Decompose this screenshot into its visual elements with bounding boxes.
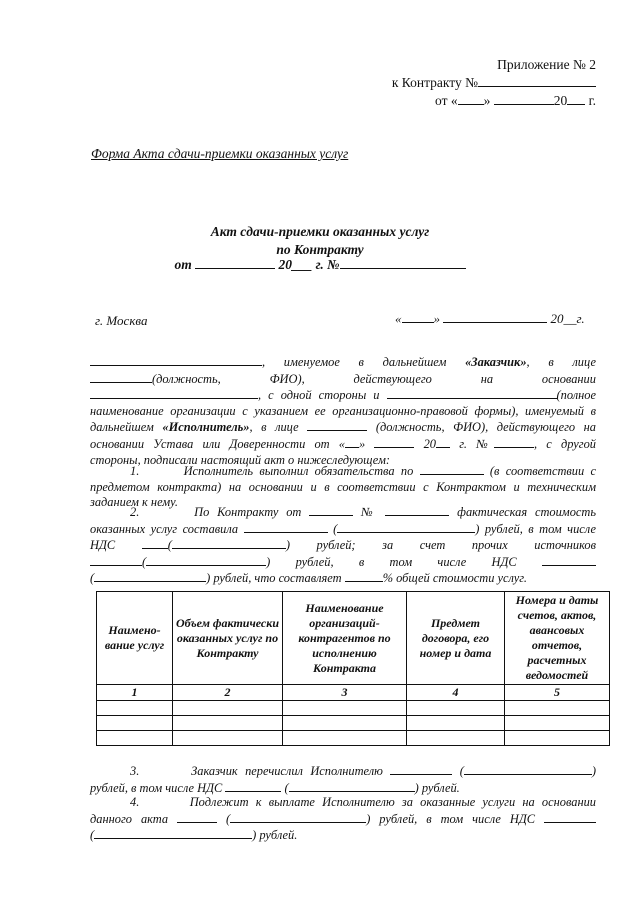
item2-cost-words-field[interactable]	[337, 521, 475, 533]
text: ) рублей, в том числе НДС	[366, 811, 536, 826]
text: дальнейшем	[90, 420, 154, 435]
item2-other-vat-field[interactable]	[542, 554, 596, 566]
text: на	[480, 371, 494, 386]
text: оказанных услуг составила	[90, 521, 239, 536]
text: рублей,	[295, 554, 334, 569]
contract-number-line	[392, 73, 596, 92]
text: Заказчик перечислил Исполнителю	[191, 764, 383, 778]
services-table	[96, 591, 610, 746]
preamble	[90, 354, 596, 468]
preamble-line7: стороны, подписали настоящий акт о нижеследующем:	[90, 452, 390, 467]
contractor-position-field[interactable]	[307, 419, 367, 431]
text: , в лице	[249, 420, 299, 435]
item4-vat-field[interactable]	[544, 811, 596, 823]
text: Подлежит к выплате Исполнителю за оказанные услуги на основании	[189, 795, 596, 809]
contract-year-field[interactable]	[567, 93, 585, 105]
item2-line5	[90, 570, 596, 587]
text: дальнейшем	[382, 355, 447, 369]
table-cell[interactable]	[173, 716, 283, 731]
preamble-line4: наименование организации с указанием ее организационно-правовой формы), именуемый в	[90, 403, 596, 418]
appendix-label: Приложение № 2	[497, 57, 596, 72]
column-number: 2	[173, 685, 283, 701]
text: )	[591, 764, 596, 778]
table-cell[interactable]	[407, 731, 505, 746]
item4-amount-words-field[interactable]	[230, 811, 366, 823]
text: ФИО),	[269, 371, 305, 386]
item4-line2	[90, 811, 596, 828]
item2-vat-field[interactable]	[142, 537, 168, 549]
customer-position-field[interactable]	[90, 371, 152, 383]
table-cell[interactable]	[97, 701, 173, 716]
column-header: Предмет договора, его номер и дата	[407, 592, 505, 685]
text: , с одной стороны и	[258, 388, 380, 403]
item3-line1	[90, 763, 596, 780]
item1-line3: заданием к нему.	[90, 495, 178, 510]
item1-line2: предметом контракта) на основании и в соответствии с Контрактом и техническим	[90, 479, 596, 494]
item-number: 4.	[130, 795, 140, 809]
text: действующего	[353, 371, 432, 386]
text: (	[459, 764, 464, 778]
column-header: Наимено-вание услуг	[97, 592, 173, 685]
preamble-line6	[90, 436, 596, 453]
table-cell[interactable]	[97, 716, 173, 731]
text: рублей;	[316, 538, 356, 553]
text: основании	[541, 371, 596, 386]
text: ) рублей.	[252, 828, 298, 843]
text: источников	[534, 538, 596, 553]
place-city: г. Москва	[95, 313, 148, 328]
item-number: 2.	[130, 505, 140, 519]
table-header-row	[97, 592, 610, 685]
column-number: 5	[505, 685, 610, 701]
column-header: Объем фактически оказанных услуг по Контракту	[173, 592, 283, 685]
act-title-line2: по Контракту	[276, 242, 364, 257]
item1-subject-field[interactable]	[420, 463, 484, 475]
customer-name-field[interactable]	[90, 354, 262, 366]
table-cell[interactable]	[173, 701, 283, 716]
customer-basis-field[interactable]	[90, 387, 258, 399]
item3-vat-field[interactable]	[225, 780, 281, 792]
table-cell[interactable]	[505, 731, 610, 746]
text: г. №	[459, 436, 494, 451]
text: №	[361, 505, 378, 519]
item2-percent-field[interactable]	[345, 570, 383, 582]
item2-other-sources-words-field[interactable]	[146, 554, 266, 566]
column-number: 4	[407, 685, 505, 701]
text: в	[358, 355, 364, 369]
column-header: Наименование организаций-контрагентов по исполнению Контракта	[283, 592, 407, 685]
power-of-attorney-year-field[interactable]	[436, 436, 450, 448]
item2-contract-number-field[interactable]	[385, 504, 449, 516]
text: ) рублей.	[414, 780, 460, 795]
text: именуемое	[283, 355, 340, 369]
text: (должность,	[152, 371, 221, 386]
item-4	[90, 795, 596, 844]
text: лице	[572, 355, 596, 369]
text: )	[266, 554, 271, 569]
item4-amount-field[interactable]	[177, 811, 217, 823]
table-cell[interactable]	[407, 716, 505, 731]
text: за	[382, 538, 394, 553]
table-row	[97, 731, 610, 746]
text: числе	[437, 554, 467, 569]
text: (	[284, 780, 289, 795]
item-3	[90, 763, 596, 796]
text: фактическая стоимость	[457, 505, 596, 519]
date-quote-close: »	[483, 93, 491, 108]
text: Исполнитель выполнил обязательства по	[183, 464, 414, 478]
contractor-name-field[interactable]	[387, 387, 557, 399]
item2-other-sources-field[interactable]	[90, 554, 142, 566]
table-number-row	[97, 685, 610, 701]
power-of-attorney-number-field[interactable]	[494, 436, 534, 448]
act-from-label: от	[174, 257, 192, 272]
text: ) рублей, в том числе	[475, 521, 596, 536]
text: (полное	[556, 388, 596, 403]
text: прочих	[471, 538, 508, 553]
contractor-term: «Исполнитель»	[162, 420, 250, 435]
table-cell[interactable]	[505, 701, 610, 716]
column-header: Номера и даты счетов, актов, авансовых отчетов, расчетных ведомостей	[505, 592, 610, 685]
item2-line2	[90, 521, 596, 538]
text: (должность, ФИО), действующего на	[375, 420, 596, 435]
item2-line4	[90, 554, 596, 571]
contract-number-field[interactable]	[478, 75, 596, 87]
item4-line3	[90, 827, 596, 844]
text: в	[548, 355, 554, 369]
power-of-attorney-day-field[interactable]	[345, 436, 359, 448]
item3-paid-words-field[interactable]	[464, 763, 592, 775]
text: основании Устава или Доверенности от «	[90, 436, 345, 451]
table-cell[interactable]	[407, 701, 505, 716]
text: (	[90, 828, 95, 843]
item2-cost-field[interactable]	[244, 521, 328, 533]
text: НДС	[90, 538, 116, 553]
column-number: 1	[97, 685, 173, 701]
text: ,	[526, 355, 530, 369]
text: % общей стоимости услуг.	[382, 571, 528, 586]
preamble-line5	[90, 419, 596, 436]
table-cell[interactable]	[97, 731, 173, 746]
table-cell[interactable]	[173, 731, 283, 746]
text: счет	[419, 538, 446, 553]
table-cell[interactable]	[505, 716, 610, 731]
contract-day-field[interactable]	[458, 93, 484, 105]
place-date-open: «	[395, 311, 402, 326]
item3-paid-field[interactable]	[390, 763, 452, 775]
contract-label: к Контракту №	[391, 75, 478, 90]
date-year-label: 20	[553, 93, 568, 108]
text: (	[90, 571, 95, 586]
text: , с другой	[533, 436, 596, 451]
item2-other-vat-words-field[interactable]	[94, 570, 206, 582]
item1-line1	[90, 463, 596, 480]
item4-line1	[90, 795, 596, 811]
text: (	[167, 538, 172, 553]
preamble-line1	[90, 354, 596, 371]
text: (	[142, 554, 147, 569]
item3-line2	[90, 780, 596, 797]
place-date-close: »	[433, 311, 440, 326]
item2-vat-words-field[interactable]	[172, 537, 286, 549]
place-date	[395, 311, 585, 327]
text: )	[285, 538, 290, 553]
table-cell[interactable]	[283, 731, 407, 746]
place-day-field[interactable]	[402, 311, 434, 323]
form-title: Форма Акта сдачи-приемки оказанных услуг	[91, 146, 349, 161]
text: ) рублей, что составляет	[206, 571, 342, 586]
act-number-field[interactable]	[340, 257, 466, 269]
place-month-field[interactable]	[443, 311, 547, 323]
table-row	[97, 701, 610, 716]
table-cell[interactable]	[283, 701, 407, 716]
text: НДС	[491, 554, 517, 569]
act-title-line3	[0, 255, 640, 274]
item2-contract-date-field[interactable]	[309, 504, 353, 516]
text: По Контракту от	[194, 505, 302, 519]
text: (в соответствии с	[489, 464, 596, 478]
item2-line1	[90, 504, 596, 521]
item4-vat-words-field[interactable]	[94, 827, 252, 839]
text: в	[358, 554, 365, 569]
text: (	[226, 811, 231, 826]
act-year-number-label: 20___ г. №	[278, 257, 340, 272]
text: »	[359, 436, 366, 451]
preamble-line3	[90, 387, 596, 404]
date-from-label: от «	[435, 93, 458, 108]
text: том	[389, 554, 413, 569]
preamble-line2	[90, 371, 596, 388]
power-of-attorney-month-field[interactable]	[374, 436, 414, 448]
text: данного акта	[90, 811, 169, 826]
item-2	[90, 504, 596, 587]
item2-line3	[90, 537, 596, 554]
customer-term: «Заказчик»	[465, 355, 527, 369]
text: рублей, в том числе НДС	[90, 780, 223, 795]
act-date-field[interactable]	[195, 257, 275, 269]
table-row	[97, 716, 610, 731]
item3-vat-words-field[interactable]	[289, 780, 415, 792]
contract-date-line	[435, 91, 596, 110]
column-number: 3	[283, 685, 407, 701]
place-year: 20__г.	[550, 311, 585, 326]
item-number: 3.	[130, 764, 140, 778]
contract-month-field[interactable]	[494, 93, 554, 105]
item-number: 1.	[130, 464, 140, 478]
text: ,	[262, 355, 266, 369]
act-title-line1: Акт сдачи-приемки оказанных услуг	[210, 224, 430, 239]
table-cell[interactable]	[283, 716, 407, 731]
text: 20	[423, 436, 436, 451]
text: (	[333, 521, 338, 536]
date-year-suffix: г.	[588, 93, 596, 108]
